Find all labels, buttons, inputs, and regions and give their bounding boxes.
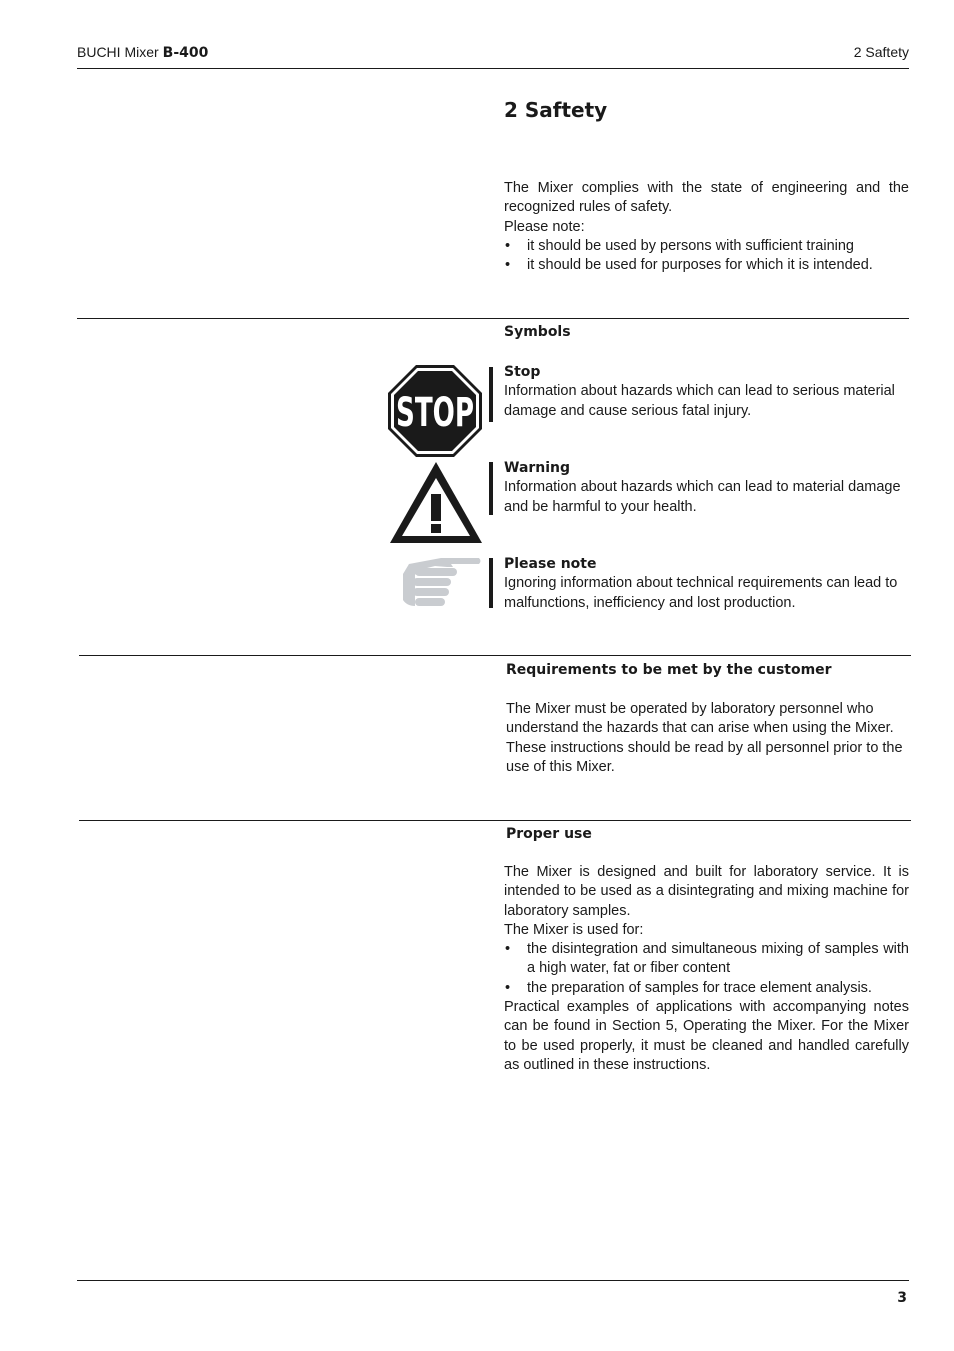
footer-rule xyxy=(77,1280,909,1281)
header-rule xyxy=(77,68,909,69)
warning-marker-bar xyxy=(489,462,493,515)
intro-please-note: Please note: xyxy=(504,218,585,235)
proper-use-paragraph-1: The Mixer is designed and built for laboratory service. It is intended to be used as a disintegrating and mixing machine for laboratory samples. xyxy=(504,864,909,919)
proper-use-rule xyxy=(79,820,911,821)
note-description: Ignoring information about technical requirements can lead to malfunctions, inefficiency and lost production. xyxy=(504,575,898,611)
pointing-hand-icon xyxy=(401,556,483,610)
note-marker-bar xyxy=(489,558,493,608)
requirements-block xyxy=(506,700,911,777)
requirements-rule xyxy=(79,655,911,656)
note-symbol-text xyxy=(504,555,909,613)
list-item: • it should be used by persons with sufficient training xyxy=(504,237,909,256)
proper-use-block xyxy=(504,863,909,1075)
page-number: 3 xyxy=(897,1290,907,1306)
intro-bullet-list xyxy=(504,237,909,276)
warning-title: Warning xyxy=(504,460,571,476)
symbols-rule xyxy=(77,318,909,319)
requirements-paragraph: The Mixer must be operated by laboratory personnel who understand the hazards that can arise when using the Mixer. These instructions should be read by all personnel prior to the use of this Mixer. xyxy=(506,701,903,775)
stop-sign-icon xyxy=(387,364,483,458)
intro-block xyxy=(504,179,909,275)
warning-triangle-icon xyxy=(389,461,483,545)
header-brand xyxy=(77,44,208,61)
proper-use-title: Proper use xyxy=(506,826,592,842)
requirements-title: Requirements to be met by the customer xyxy=(506,662,832,678)
proper-use-bullet-list xyxy=(504,940,909,998)
list-item: • it should be used for purposes for which it is intended. xyxy=(504,256,909,275)
stop-description: Information about hazards which can lead to serious material damage and cause serious fatal injury. xyxy=(504,383,895,419)
stop-symbol-text xyxy=(504,363,909,421)
chapter-title: 2 Saftety xyxy=(504,98,608,122)
note-title: Please note xyxy=(504,556,597,572)
warning-description: Information about hazards which can lead to material damage and be harmful to your health. xyxy=(504,479,901,515)
stop-title: Stop xyxy=(504,364,541,380)
list-item: • the disintegration and simultaneous mixing of samples with a high water, fat or fiber content xyxy=(504,940,909,979)
header-brand-name: BUCHI Mixer xyxy=(77,44,159,60)
proper-use-paragraph-3: Practical examples of applications with accompanying notes can be found in Section 5, Operating the Mixer. For the Mixer to be used properly, it must be cleaned and handled carefully as outlined in these instructions. xyxy=(504,999,909,1073)
stop-sign-text: STOP xyxy=(396,390,474,436)
header-model: B-400 xyxy=(162,45,209,61)
symbols-title: Symbols xyxy=(504,324,571,340)
intro-paragraph: The Mixer complies with the state of engineering and the recognized rules of safety. xyxy=(504,180,909,216)
list-item: • the preparation of samples for trace element analysis. xyxy=(504,979,909,998)
warning-symbol-text xyxy=(504,459,909,517)
stop-marker-bar xyxy=(489,367,493,422)
proper-use-paragraph-2: The Mixer is used for: xyxy=(504,921,644,938)
header-section: 2 Saftety xyxy=(853,44,909,60)
